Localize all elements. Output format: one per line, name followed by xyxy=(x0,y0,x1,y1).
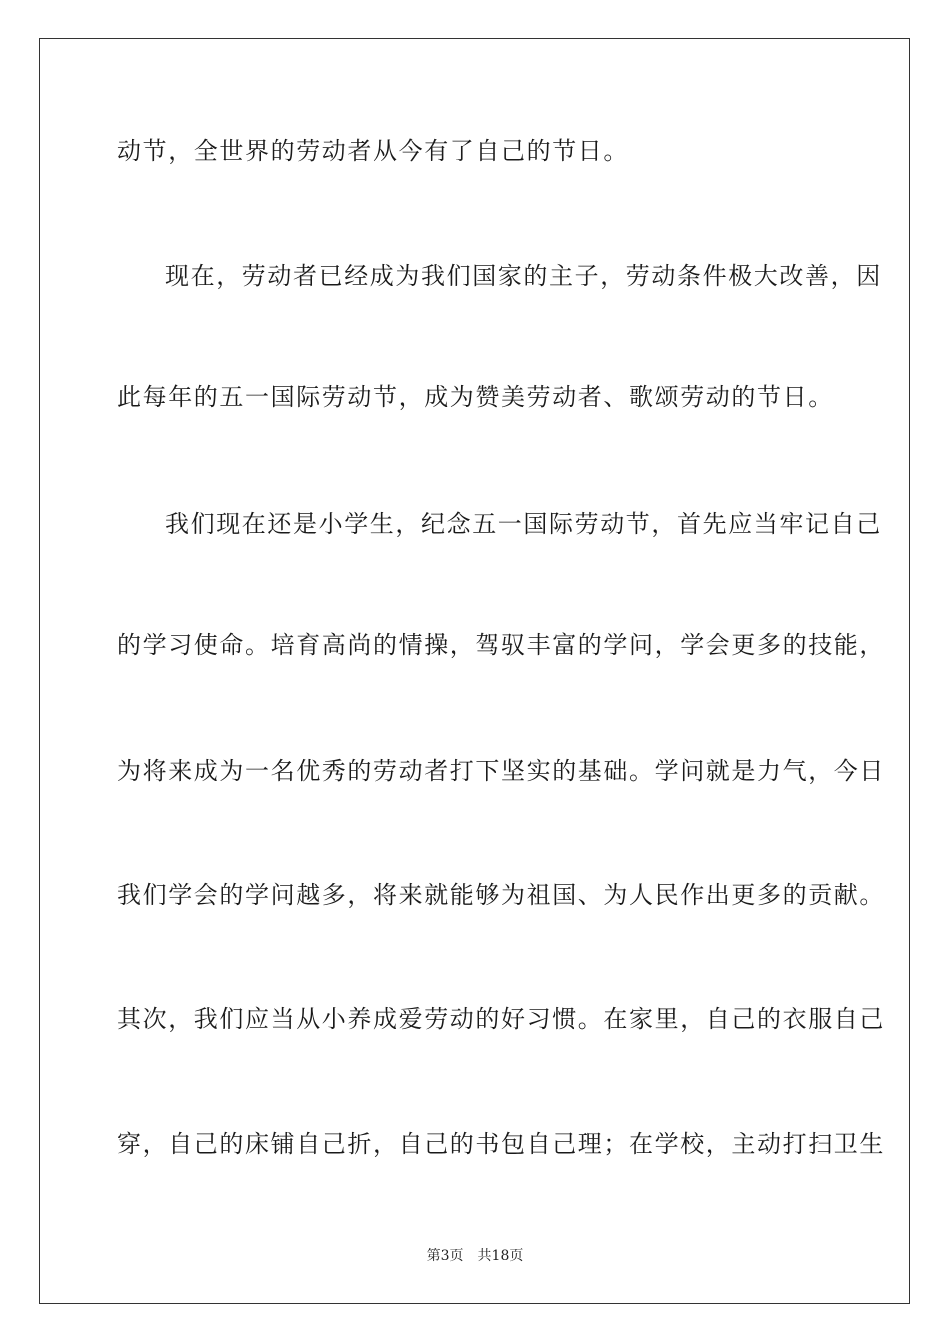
page-number-footer: 第3页 共18页 xyxy=(426,1248,524,1264)
body-text-line: 动节，全世界的劳动者从今有了自己的节日。 xyxy=(117,137,629,165)
paragraph-first-line: 现在，劳动者已经成为我们国家的主子，劳动条件极大改善，因 xyxy=(165,262,882,290)
body-text-line: 其次，我们应当从小养成爱劳动的好习惯。在家里，自己的衣服自己 xyxy=(117,1005,885,1033)
body-text-line: 的学习使命。培育高尚的情操，驾驭丰富的学问，学会更多的技能， xyxy=(117,631,885,659)
page-border xyxy=(39,38,910,1304)
body-text-line: 我们学会的学问越多，将来就能够为祖国、为人民作出更多的贡献。 xyxy=(117,881,885,909)
body-text-line: 此每年的五一国际劳动节，成为赞美劳动者、歌颂劳动的节日。 xyxy=(117,383,834,411)
paragraph-first-line: 我们现在还是小学生，纪念五一国际劳动节，首先应当牢记自己 xyxy=(165,510,882,538)
body-text-line: 穿，自己的床铺自己折，自己的书包自己理；在学校，主动打扫卫生 xyxy=(117,1130,885,1158)
body-text-line: 为将来成为一名优秀的劳动者打下坚实的基础。学问就是力气，今日 xyxy=(117,757,885,785)
